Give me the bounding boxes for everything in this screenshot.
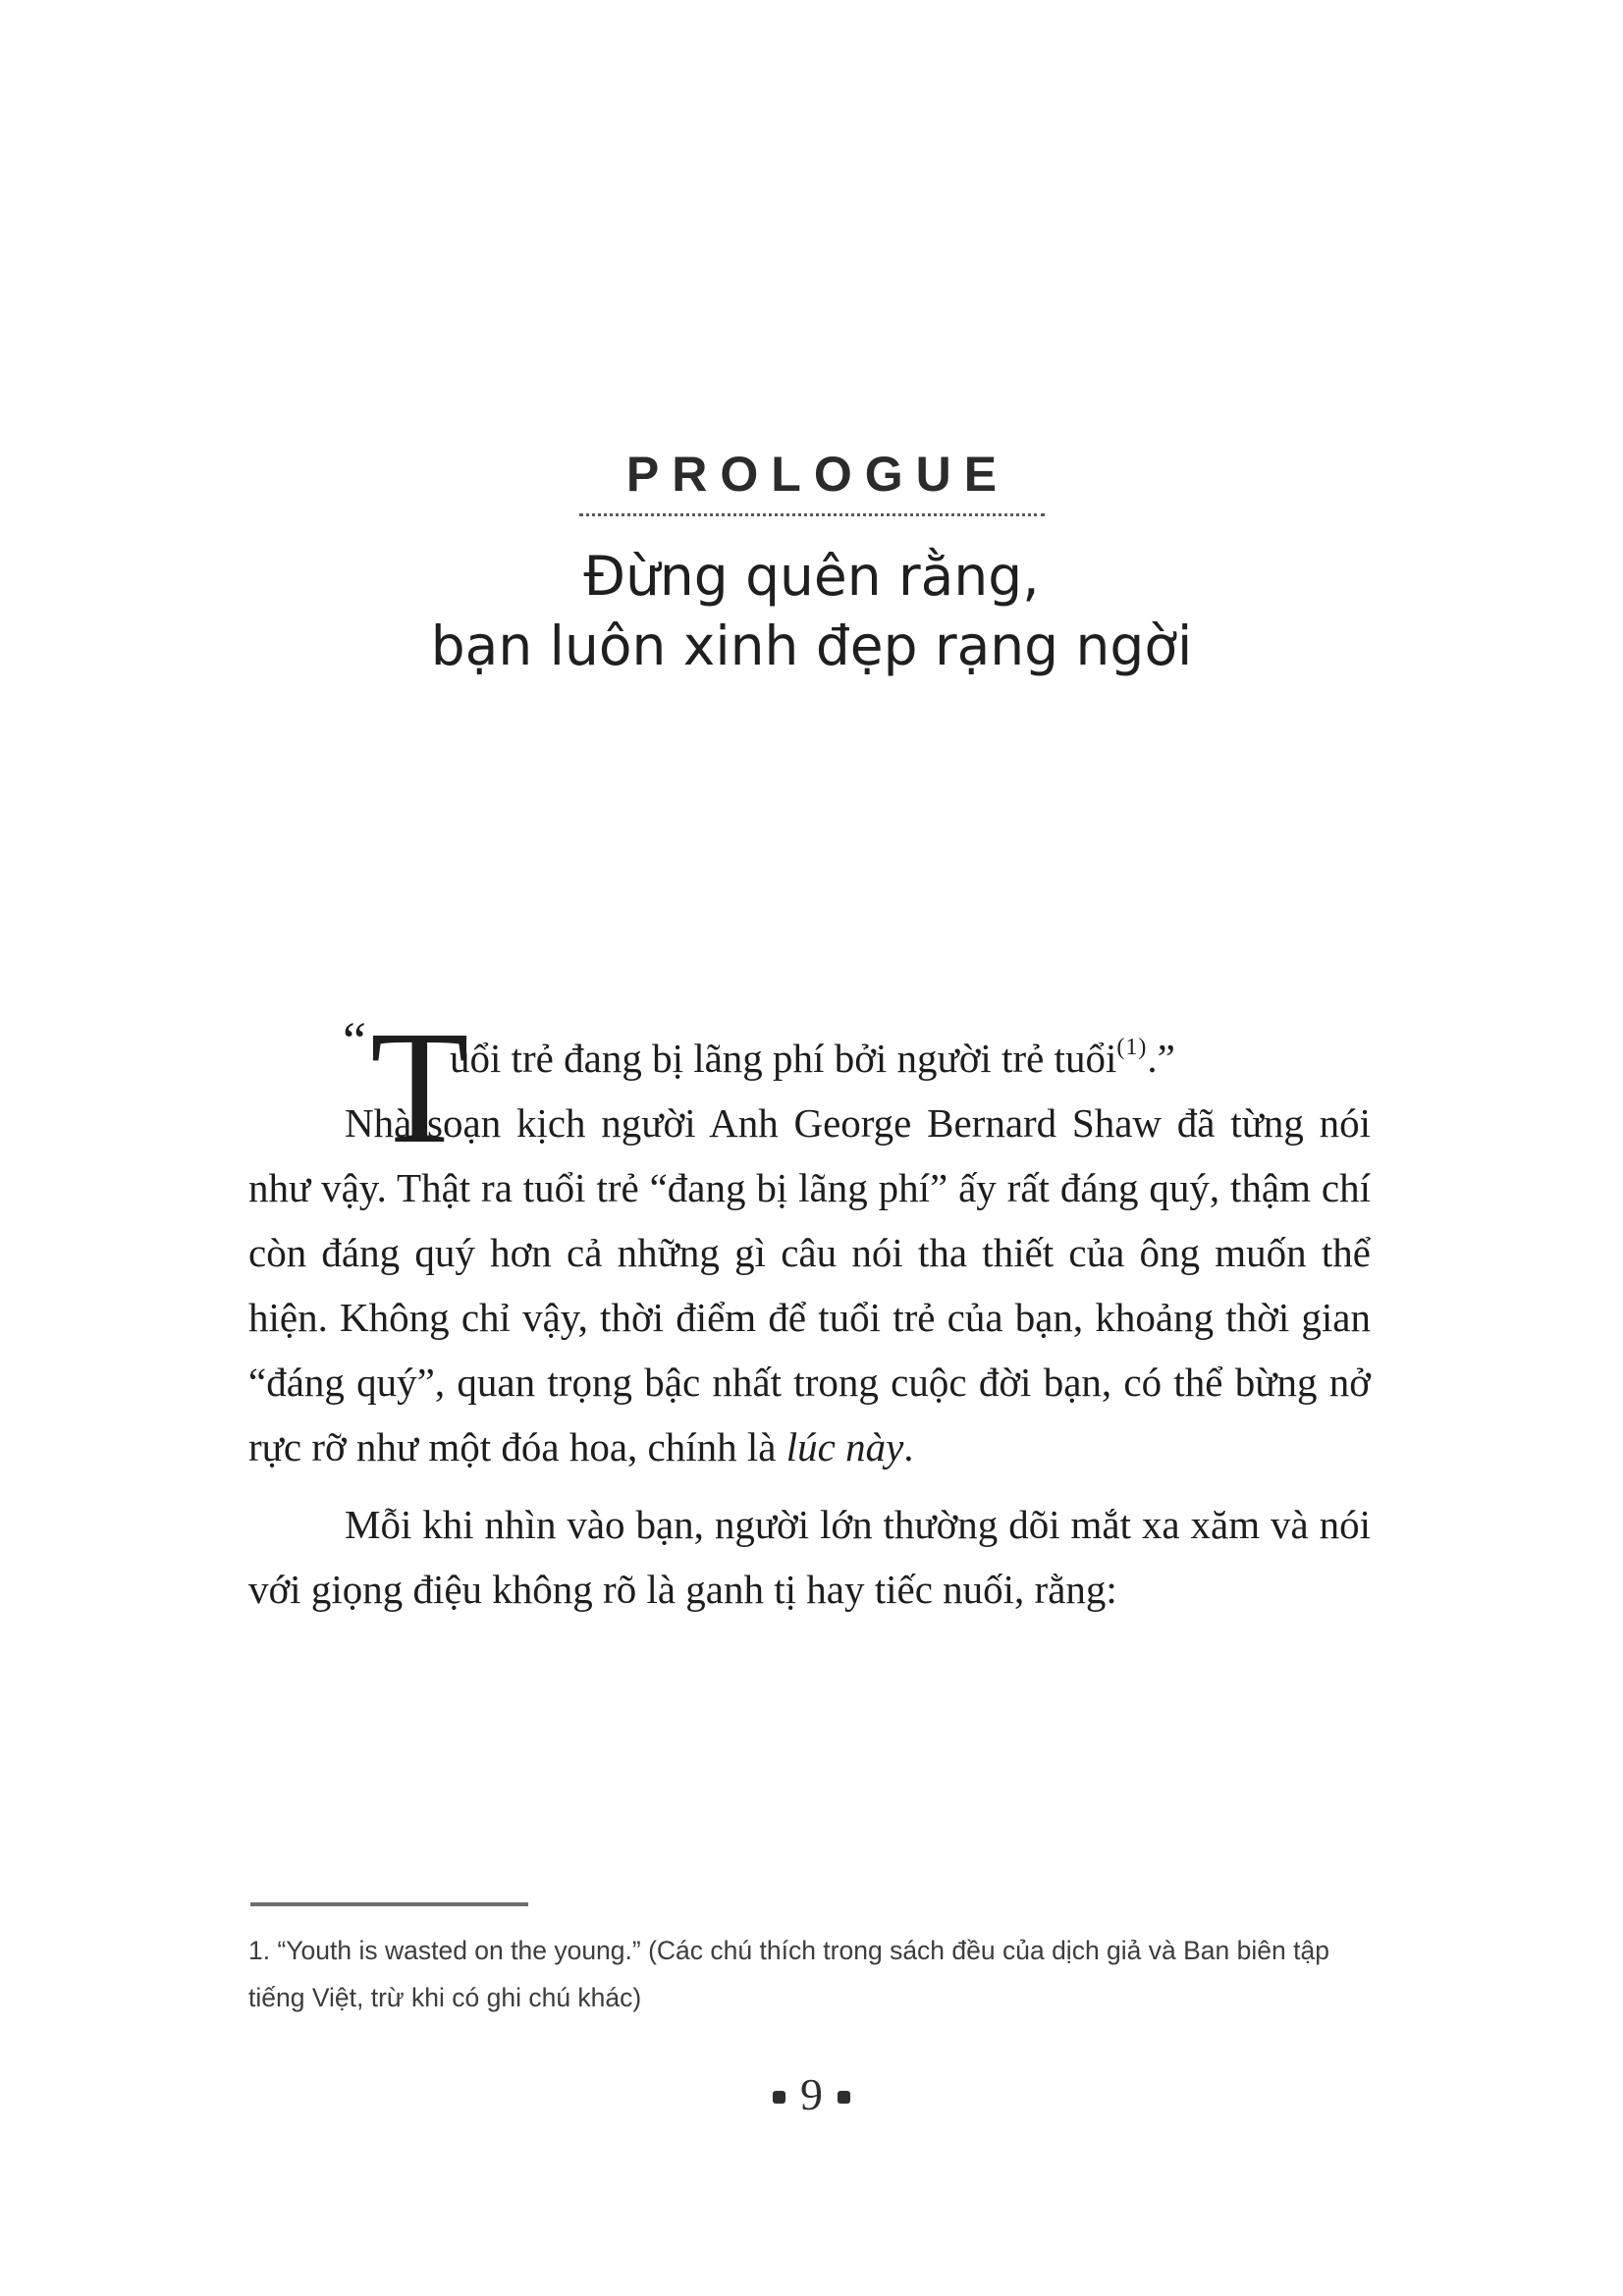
- quote-text: uổi trẻ đang bị lãng phí bởi người trẻ tuổi: [450, 1036, 1117, 1081]
- quote-closing-mark: .”: [1147, 1036, 1175, 1081]
- opening-quote-paragraph: [248, 997, 1371, 1177]
- footnote-block: [248, 1902, 1368, 2021]
- page-number-dot-left: [773, 2091, 785, 2104]
- chapter-subtitle-line2: bạn luôn xinh đẹp rạng ngời: [430, 614, 1193, 677]
- dropcap-letter: T: [370, 997, 469, 1177]
- chapter-subtitle: [0, 542, 1623, 681]
- footnote-text: 1. “Youth is wasted on the young.” (Các chú thích trong sách đều của dịch giả và Ban biên tập tiếng Việt, trừ khi có ghi chú khác): [248, 1936, 1329, 2012]
- chapter-subtitle-line1: Đừng quên rằng,: [583, 545, 1040, 608]
- body-text: [248, 997, 1371, 1634]
- page-number: [0, 2069, 1623, 2120]
- chapter-heading: PROLOGUE: [625, 447, 1010, 502]
- open-quote-mark: “: [343, 1011, 366, 1070]
- dotted-divider: [579, 513, 1045, 516]
- page-number-dot-right: [838, 2091, 850, 2104]
- footnote-divider: [250, 1902, 528, 1906]
- footnote-reference: (1): [1116, 1035, 1148, 1060]
- page-number-value: 9: [800, 2069, 823, 2119]
- paragraph-shaw-emphasis: lúc này: [785, 1424, 904, 1469]
- paragraph-shaw-text: Nhà soạn kịch người Anh George Bernard Shaw đã từng nói như vậy. Thật ra tuổi trẻ “đang bị lãng phí” ấy rất đáng quý, thậm chí còn đáng quý hơn cả những gì câu nói tha thiết của ông muốn thể hiện. Không chỉ vậy, thời điểm để tuổi trẻ của bạn, khoảng thời gian “đáng quý”, quan trọng bậc nhất trong cuộc đời bạn, có thể bừng nở rực rỡ như một đóa hoa, chính là: [248, 1100, 1371, 1469]
- paragraph-adults: Mỗi khi nhìn vào bạn, người lớn thường dõi mắt xa xăm và nói với giọng điệu không rõ là ganh tị hay tiếc nuối, rằng:: [248, 1502, 1371, 1612]
- paragraph-shaw-text-end: .: [903, 1424, 914, 1469]
